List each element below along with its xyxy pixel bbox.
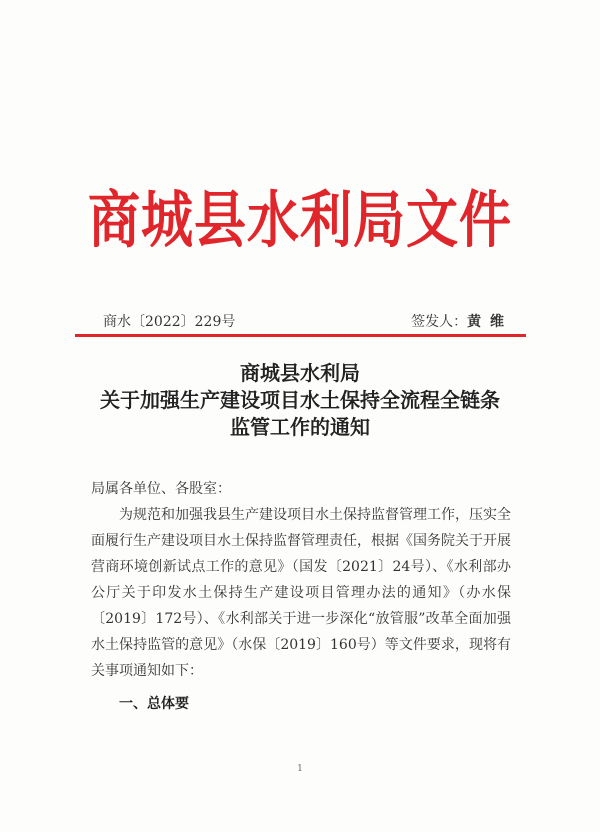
notice-title	[0, 360, 600, 441]
page-number: 1	[297, 764, 303, 774]
section-heading: 一、总体要	[119, 696, 189, 712]
addressee: 局属各单位、各股室：	[91, 481, 231, 497]
red-divider	[75, 334, 526, 337]
title-line-2: 关于加强生产建设项目水土保持全流程全链条	[100, 388, 500, 412]
issuer	[411, 312, 506, 332]
masthead-title: 商城县水利局文件	[87, 185, 512, 257]
issuer-label: 签发人：	[411, 314, 468, 330]
issuer-name: 黄 维	[467, 314, 506, 330]
body-paragraph: 为规范和加强我县生产建设项目水土保持监督管理工作，压实全面履行生产建设项目水土保持监督管理责任，根据《国务院关于开展营商环境创新试点工作的意见》（国发〔2021〕24号）、《水利部办公厅关于印发水土保持生产建设项目管理办法的通知》（办水保〔2019〕172号）、《水利部关于进一步深化“放管服”改革全面加强水土保持监管的意见》（水保〔2019〕160号）等文件要求，现将有关事项通知如下：	[91, 507, 511, 679]
document-number: 商水〔2022〕229号	[103, 314, 236, 330]
title-line-3: 监管工作的通知	[230, 415, 370, 439]
title-line-1: 商城县水利局	[240, 361, 360, 385]
